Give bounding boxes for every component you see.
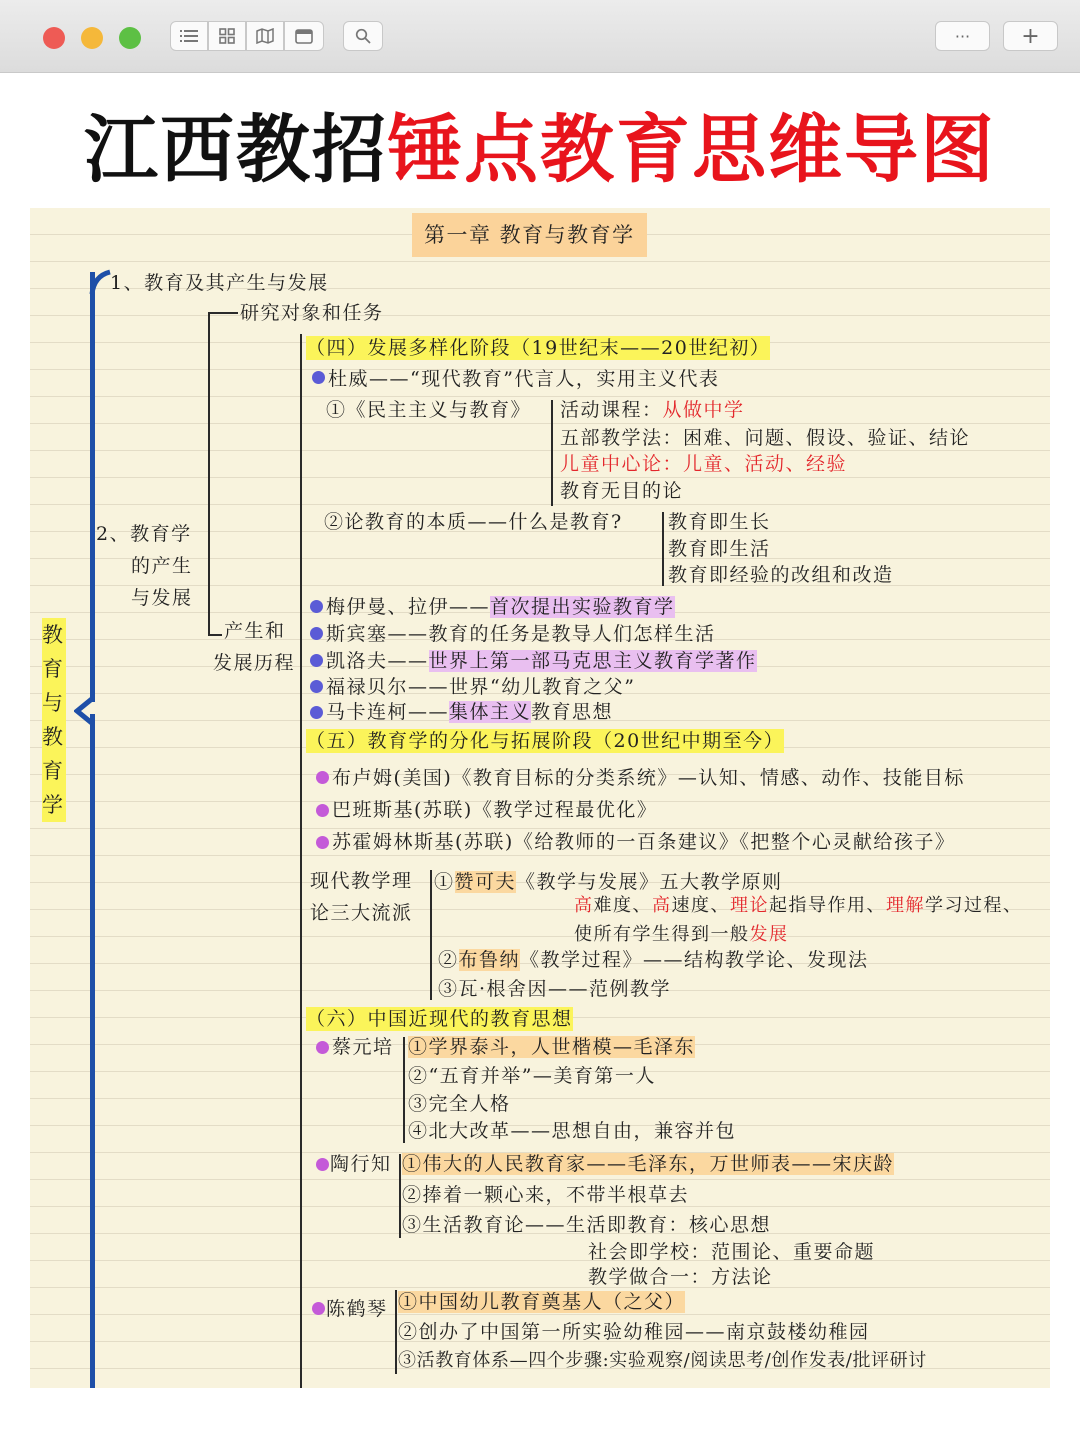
zankov-p: 速度、	[671, 895, 730, 916]
stage-5-title: （五）教育学的分化与拓展阶段（20世纪中期至今）	[306, 730, 785, 752]
makarenko-rest: 教育思想	[531, 701, 614, 723]
schools-label-line: 论三大流派	[310, 902, 413, 924]
bullet-dot	[310, 654, 323, 667]
makarenko-line	[326, 700, 613, 724]
zankov-principle-5	[574, 923, 789, 947]
section-2-title: 2、教育学	[96, 523, 192, 545]
bullet-dot	[316, 1158, 329, 1171]
search-icon	[355, 28, 371, 44]
stages-connector	[300, 334, 302, 1388]
root-char: 教	[42, 725, 65, 749]
schools-label: 现代教学理	[310, 870, 413, 892]
chen-item-3: ③活教育体系—四个步骤:实验观察/阅读思考/创作发表/批评研讨	[398, 1350, 927, 1371]
sec2-sub-branch	[208, 634, 222, 636]
spencer-line: 斯宾塞——教育的任务是教导人们怎样生活	[326, 623, 716, 645]
zankov-p: 起指导作用、	[769, 895, 886, 916]
dewey-b1-line-2: 五部教学法：困难、问题、假设、验证、结论	[560, 427, 971, 449]
tao-item-1	[402, 1152, 894, 1176]
chen-connector	[395, 1290, 397, 1374]
babansky-line: 巴班斯基(苏联)《教学过程最优化》	[332, 799, 658, 821]
root-char: 育	[42, 759, 65, 783]
bullet-dot	[310, 627, 323, 640]
zankov-p: 难度、	[593, 895, 652, 916]
schools-connector	[430, 870, 432, 1000]
meyman-line	[326, 595, 675, 619]
zankov-principles	[574, 894, 1023, 918]
root-label	[42, 618, 66, 822]
section-2-subtopic: 产生和	[224, 620, 286, 642]
sec1-branch	[208, 312, 238, 314]
brace-lower	[90, 714, 95, 1388]
zankov-p5-text: 使所有学生得到一般	[574, 924, 750, 945]
zankov-work: 《教学与发展》五大教学原则	[516, 871, 783, 893]
cai-item-3: ③完全人格	[408, 1093, 511, 1115]
bullet-dot	[312, 1302, 325, 1315]
dewey-book-1: ①《民主主义与教育》	[326, 399, 532, 421]
dewey-line: 杜威——“现代教育”代言人，实用主义代表	[328, 368, 720, 390]
list-view-button[interactable]	[170, 21, 208, 51]
dewey-b2-line-3: 教育即经验的改组和改造	[668, 564, 894, 586]
map-view-button[interactable]	[246, 21, 284, 51]
close-window-button[interactable]	[43, 27, 65, 49]
chen-name: 陈鹤琴	[326, 1298, 388, 1320]
section-2-title-line: 与发展	[131, 587, 193, 609]
headline-part-red: 锤点教育思维导图	[388, 107, 996, 193]
stage-6-title: （六）中国近现代的教育思想	[306, 1008, 573, 1030]
tao-connector	[399, 1154, 401, 1238]
dewey-book-1-connector	[551, 400, 553, 506]
zankov-num: ①	[434, 871, 455, 893]
tao-item-1-text: ①伟大的人民教育家——毛泽东，万世师表——宋庆龄	[402, 1153, 895, 1175]
dewey-b2-line-2: 教育即生活	[668, 538, 771, 560]
cai-item-4: ④北大改革——思想自由，兼容并包	[408, 1120, 737, 1142]
dewey-b1-value: 从做中学	[662, 399, 745, 421]
dewey-b1-line-3: 儿童中心论：儿童、活动、经验	[560, 453, 848, 475]
bullet-dot	[310, 680, 323, 693]
bruner-num: ②	[438, 949, 459, 971]
root-char: 教	[42, 623, 65, 647]
cai-item-1	[408, 1035, 695, 1059]
add-button[interactable]	[1003, 21, 1058, 51]
zankov-p: 理解	[886, 895, 925, 916]
kairov-contribution: 世界上第一部马克思主义教育学著作	[428, 650, 757, 672]
chapter-title: 第一章 教育与教育学	[412, 213, 647, 257]
zankov-p: 高	[574, 895, 594, 916]
tao-item-4: 社会即学校：范围论、重要命题	[588, 1241, 876, 1263]
plus-icon: +	[1021, 23, 1040, 49]
list-icon	[180, 29, 198, 43]
chen-item-1	[398, 1290, 685, 1314]
cai-item-2: ②“五育并举”—美育第一人	[408, 1065, 656, 1087]
root-char: 与	[42, 691, 65, 715]
dewey-b1-line-4: 教育无目的论	[560, 480, 684, 502]
headline	[0, 100, 1080, 200]
zankov-line	[434, 870, 783, 894]
zankov-p: 理论	[730, 895, 769, 916]
dewey-book-2-connector	[662, 512, 664, 586]
chen-item-2: ②创办了中国第一所实验幼稚园——南京鼓楼幼稚园	[398, 1321, 870, 1343]
tao-item-3: ③生活教育论——生活即教育：核心思想	[402, 1214, 772, 1236]
froebel-line: 福禄贝尔——世界“幼儿教育之父”	[326, 676, 636, 698]
more-button[interactable]	[935, 21, 990, 51]
map-icon	[256, 28, 274, 44]
root-char: 学	[42, 793, 65, 817]
bullet-dot	[316, 836, 329, 849]
section-2-subtopic-line: 发展历程	[213, 652, 296, 674]
kairov-name: 凯洛夫——	[326, 650, 429, 672]
cai-item-1-text: ①学界泰斗，人世楷模—毛泽东	[408, 1036, 696, 1058]
section-2-title-line: 的产生	[131, 555, 193, 577]
bloom-line: 布卢姆(美国)《教育目标的分类系统》—认知、情感、动作、技能目标	[332, 767, 965, 789]
more-icon: ···	[954, 26, 971, 46]
calendar-icon	[295, 28, 313, 44]
stage-4-title: （四）发展多样化阶段（19世纪末——20世纪初）	[306, 337, 771, 359]
tao-item-5: 教学做合一：方法论	[588, 1266, 773, 1288]
grid-icon	[219, 28, 235, 44]
search-button[interactable]	[343, 21, 383, 51]
bullet-dot	[310, 706, 323, 719]
section-1-subtopic: 研究对象和任务	[240, 302, 384, 324]
mind-map-note	[30, 208, 1050, 1388]
zoom-window-button[interactable]	[119, 27, 141, 49]
root-char: 育	[42, 657, 65, 681]
tao-name: 陶行知	[330, 1153, 392, 1175]
bullet-dot	[316, 771, 329, 784]
bruner-line	[438, 948, 869, 972]
sec1-connector	[208, 312, 210, 634]
kairov-line	[326, 649, 757, 673]
cai-connector	[403, 1037, 405, 1143]
zankov-p: 学习过程、	[925, 895, 1023, 916]
bullet-dot	[310, 600, 323, 613]
minimize-window-button[interactable]	[81, 27, 103, 49]
wagenschein-line: ③瓦·根舍因——范例教学	[438, 978, 672, 1000]
zankov-p: 高	[652, 895, 672, 916]
section-1-title: 1、教育及其产生与发展	[110, 272, 329, 294]
calendar-view-button[interactable]	[284, 21, 324, 51]
tao-item-2: ②捧着一颗心来，不带半根草去	[402, 1184, 690, 1206]
dewey-b2-line-1: 教育即生长	[668, 511, 771, 533]
makarenko-highlight: 集体主义	[449, 701, 532, 723]
zankov-name: 赞可夫	[454, 871, 517, 893]
dewey-b1-label: 活动课程：	[560, 399, 663, 421]
bullet-dot	[312, 371, 325, 384]
zankov-p5-red: 发展	[749, 924, 789, 945]
dewey-book-2: ②论教育的本质——什么是教育?	[324, 511, 623, 533]
cai-name: 蔡元培	[332, 1036, 394, 1058]
makarenko-name: 马卡连柯——	[326, 701, 450, 723]
sukhomlinsky-line: 苏霍姆林斯基(苏联)《给教师的一百条建议》《把整个心灵献给孩子》	[332, 831, 956, 853]
chen-item-1-text: ①中国幼儿教育奠基人（之父）	[398, 1291, 686, 1313]
window-toolbar	[0, 0, 1080, 73]
headline-part-black: 江西教招	[84, 107, 388, 193]
bullet-dot	[316, 1041, 329, 1054]
meyman-contribution: 首次提出实验教育学	[490, 596, 675, 618]
bruner-name: 布鲁纳	[458, 949, 521, 971]
dewey-b1-line-1	[560, 398, 745, 422]
bruner-work: 《教学过程》——结构教学论、发现法	[520, 949, 869, 971]
brace-curve	[74, 258, 114, 728]
grid-view-button[interactable]	[208, 21, 246, 51]
bullet-dot	[316, 804, 329, 817]
meyman-name: 梅伊曼、拉伊——	[326, 596, 491, 618]
